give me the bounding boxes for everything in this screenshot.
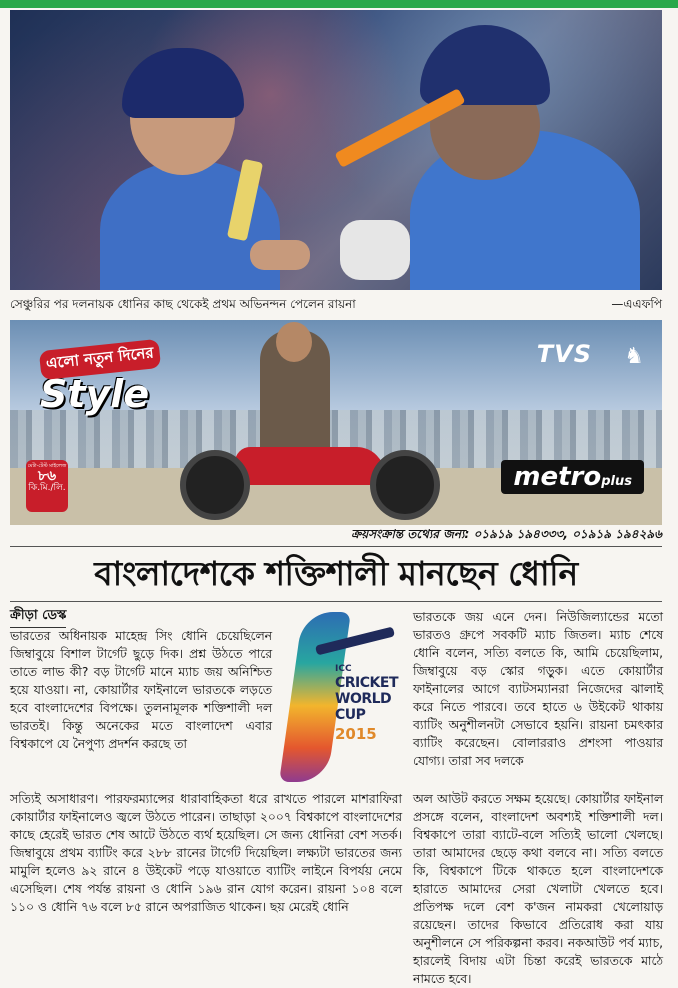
model-person-head (276, 322, 312, 362)
mileage-label: মেটা-টেস্ট মাইলেজ (27, 463, 67, 469)
article-headline: বাংলাদেশকে শক্তিশালী মানছেন ধোনি (94, 554, 578, 593)
article-paragraph: সত্যিই অসাধারণ। পারফরম্যান্সের ধারাবাহিকতা ধরে রাখতে পারলে মাশরাফিরা কোয়ার্টার ফাইনালেও জ্বলে উঠতে পারেন। তাছাড়া ২০০৭ বিশ্বকাপে বাংলাদেশের কাছে হেরেই ভারত শেষ আটে উঠতে ব্যর্থ হয়েছিল। সে জন্য ধোনিরা বেশ সতর্ক। জিম্বাবুয়ে প্রথম ব্যাটিং করে ২৮৮ রানের টার্গেট দিয়েছিল। লক্ষ্যটা ভারতের জন্য মামুলি হলেও ৯২ রানে ৪ উইকেট পড়ে যাওয়াতে ব্যাটিং লাইনে বিপর্যয় নেমে এসেছিল। শেষ পর্যন্ত রায়না ও ধোনি ১৯৬ রান যোগ করেন। রায়না ১০৪ বলে ১১০ ও ধোনি ৭৬ বলে ৮৫ রানে অপরাজিত থাকেন। ছয় মেরেই ধোনি (10, 792, 402, 914)
logo-line-3: CUP (335, 707, 366, 723)
article-column-2 (413, 608, 663, 770)
article-column-4 (413, 790, 663, 988)
ad-contact-line: ক্রয়সংক্রান্ত তথ্যের জন্য: ০১৯১৯ ১৯৪৩৩৩, ০১৯১৯ ১৯৪২৯৬ (351, 527, 662, 541)
motorcycle-tank (235, 447, 385, 485)
cricket-photo (10, 10, 662, 290)
mileage-badge (26, 460, 68, 512)
article-column-3 (10, 790, 402, 916)
mileage-unit: কি.মি./লি. (28, 483, 66, 493)
tvs-advertisement[interactable] (10, 320, 662, 525)
ad-tagline: এলো নতুন দিনের (39, 339, 161, 380)
mileage-value: ৮৬ (37, 468, 57, 484)
motorcycle-image (180, 435, 440, 520)
article-paragraph: ভারতকে জয় এনে দেন। নিউজিল্যান্ডের মতো ভারতও গ্রুপে সবকটি ম্যাচ জিতল। ম্যাচ শেষে ধোনি বলেন, সত্যি বলতে কি, আমি চেয়েছিলাম, জিম্বাবুয়ে বড় স্কোর গড়ুক। এতে কোয়ার্টার ফাইনালের আগে ব্যাটসম্যানরা নিজেদের ঝালাই করে নিতে পারবে। তবে হাতে ৬ উইকেট থাকায় ব্যাটিং অনুশীলনটা সেভাবে হয়নি। রায়না চমৎকার ব্যাটিং করেছেন। বোলাররাও প্রশংসা পাওয়ার যোগ্য। তারা সব দলকে (413, 610, 663, 768)
article-paragraph: ভারতের অধিনায়ক মাহেন্দ্র সিং ধোনি চেয়েছিলেন জিম্বাবুয়ে বিশাল টার্গেট ছুড়ে দিক। প্রশ্ন উঠতে পারে তাতে লাভ কী? বড় টার্গেট মানে ম্যাচ জয় অনিশ্চিত হয়ে যাওয়া। না, কোয়ার্টার ফাইনালে ভারতকে লড়তে হবে বাংলাদেশের বিপক্ষে। তুলনামূলক শক্তিশালী দল ভারতই। কিন্তু অনেকের মতে বাংলাদেশ এবার বিশ্বকাপে যে নৈপুণ্য প্রদর্শন করছে তা (10, 629, 272, 751)
wheel-icon (370, 450, 440, 520)
wheel-icon (180, 450, 250, 520)
divider (10, 601, 662, 602)
logo-line-1: CRICKET (335, 675, 398, 691)
logo-year: 2015 (335, 725, 377, 743)
photo-caption (10, 293, 662, 315)
logo-line-2: WORLD (335, 691, 392, 707)
article-paragraph: অল আউট করতে সক্ষম হয়েছে। কোয়ার্টার ফাইনাল প্রসঙ্গে বলেন, বাংলাদেশ অবশ্যই শক্তিশালী দল। বিশ্বকাপে তারা ব্যাটে-বলে সত্যিই ভালো খেলছে। তারা আমাদের ছেড়ে কথা বলবে না। সত্যি বলতে কি, বিশ্বকাপে টিকে থাকতে হলে বাংলাদেশকে হারাতে আমাদের সেরা খেলাটা খেলতে হবে। প্রতিপক্ষ দলে বেশ ক'জন নামকরা খেলোয়াড় রয়েছেন। তাদের কিভাবে প্রতিরোধ করা যায় অনুশীলনে সে পরিকল্পনা করব। নকআউট পর্ব ম্যাচ, হারলেই বিদায় এটা চিন্তা করেই ভারতকে মাঠে নামতে হবে। (413, 792, 663, 986)
model-suffix: plus (601, 474, 632, 489)
photo-credit: —এএফপি (611, 297, 662, 311)
cricket-world-cup-logo (285, 612, 403, 787)
caption-text: সেঞ্চুরির পর দলনায়ক ধোনির কাছ থেকেই প্রথম অভিনন্দন পেলেন রায়না (10, 297, 356, 311)
top-color-strip (0, 0, 678, 8)
batting-glove-icon (340, 220, 410, 280)
ad-style-word: Style (40, 372, 150, 416)
model-name: metro (513, 462, 602, 492)
ad-style-slogan (40, 345, 160, 416)
handshake-hand (250, 240, 310, 270)
horse-logo-icon: ♞ (624, 344, 644, 369)
logo-icc: ICC (335, 664, 352, 674)
article-column-1 (10, 627, 272, 753)
article-byline: ক্রীড়া ডেস্ক (10, 606, 66, 628)
metro-plus-logo (501, 460, 644, 494)
tvs-brand-logo: TVS (536, 340, 592, 368)
divider (10, 546, 662, 547)
